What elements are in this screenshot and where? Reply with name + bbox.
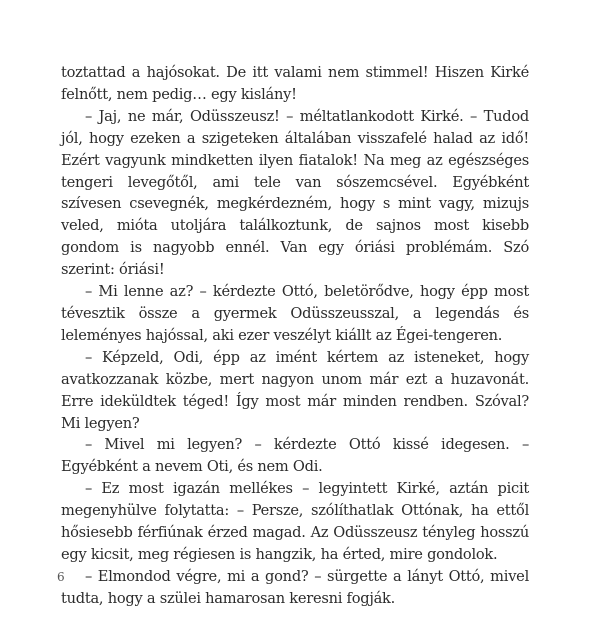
body-text [61, 62, 529, 610]
paragraph: – Mivel mi legyen? – kérdezte Ottó kissé idegesen. – Egyébként a nevem Oti, és nem Odi. [61, 436, 529, 476]
paragraph: – Képzeld, Odi, épp az imént kértem az isteneket, hogy avatkozzanak közbe, mert nagyon unom már ezt a huzavonát. Erre ideküldtek téged! Így most már minden rendben. Szóval? Mi legyen? [61, 348, 529, 432]
page-number: 6 [57, 570, 65, 584]
paragraph: – Mi lenne az? – kérdezte Ottó, beletörődve, hogy épp most tévesztik össze a gyermek Odüsszeusszal, a legendás és leleményes hajóssal, aki ezer veszélyt kiállt az Égei-tengeren. [61, 283, 529, 344]
paragraph: – Jaj, ne már, Odüsszeusz! – méltatlankodott Kirké. – Tudod jól, hogy ezeken a szigeteken általában visszafelé halad az idő! Ezért vagyunk mindketten ilyen fiatalok! Na meg az egészséges tengeri levegőtől, ami tele van sószemcsével. Egyébként szívesen csevegnék, megkérdezném, hogy s mint vagy, mizujs veled, mióta utoljára találkoztunk, de sajnos most kisebb gondom is nagyobb ennél. Van egy óriási problémám. Szó szerint: óriási! [61, 107, 529, 279]
paragraph: – Elmondod végre, mi a gond? – sürgette a lányt Ottó, mivel tudta, hogy a szülei hamarosan keresni fogják. [61, 567, 529, 607]
paragraph: toztattad a hajósokat. De itt valami nem stimmel! Hiszen Kirké felnőtt, nem pedig… egy kislány! [61, 64, 529, 103]
paragraph: – Ez most igazán mellékes – legyintett Kirké, aztán picit megenyhülve folytatta: – Persze, szólíthatlak Ottónak, ha ettől hősiesebb férfiúnak érzed magad. Az Odüsszeusz tényleg hosszú egy kicsit, meg régiesen is hangzik, ha érted, mire gondolok. [61, 480, 529, 563]
